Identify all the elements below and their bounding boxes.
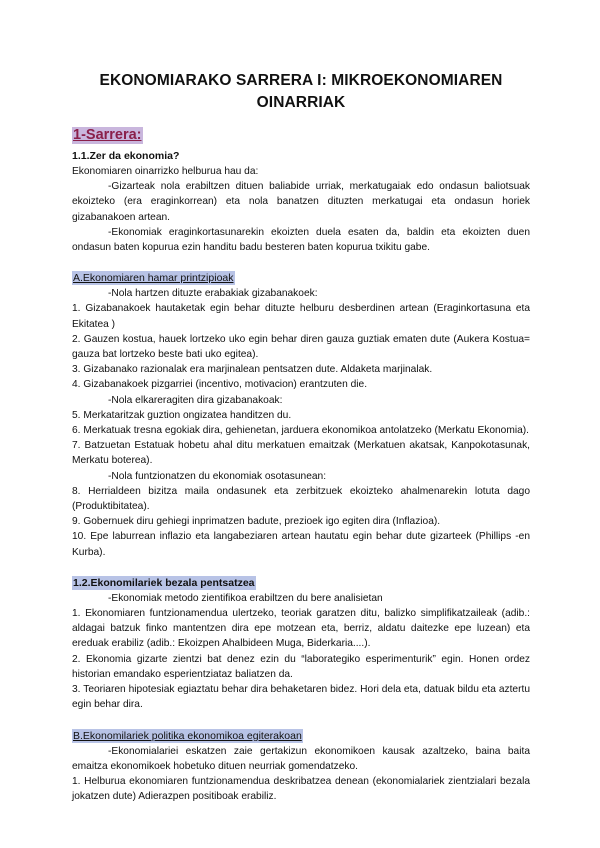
paragraph: -Ekonomialariei eskatzen zaie gertakizun ekonomikoen kausak azaltzeko, baina baita emaitza ekonomikoek hobetuko dituen neurriak gomendatzeko. — [72, 745, 530, 772]
paragraph: -Gizarteak nola erabiltzen dituen baliabide urriak, merkatugaiak edo ondasun baliotsuak ekoizteko (era eraginkorrean) eta nola banatzen dituzten merkatugai eta ondasun horiek gizabanakoen artean. — [72, 181, 530, 223]
intro-text: Ekonomiaren oinarrizko helburua hau da: — [72, 166, 259, 177]
section-heading-sarrera: 1-Sarrera: — [73, 127, 142, 143]
list-item: 5. Merkataritzak guztion ongizatea handitzen du. — [72, 409, 292, 421]
list-item: 9. Gobernuek diru gehiegi inprimatzen badute, prezioek igo egiten dira (Inflazioa). — [72, 516, 441, 528]
paragraph: -Ekonomiak eraginkortasunarekin ekoizten duela esaten da, baldin eta ekoizten duen ondasun baten kopurua ezin handitu badu besteren baten kopurua txikitu gabe. — [72, 226, 530, 254]
list-item: 2. Ekonomia gizarte zientzi bat denez ezin du “laborategiko esperimenturik” egin. Honen ordez historian emandako esperientziataz baliatzen da. — [72, 653, 530, 680]
list-item: 1. Ekonomiaren funtzionamendua ulertzeko, teoriak garatzen ditu, balizko simplifikatzaileak (adib.: aldagai batzuk finko mantentzen dira epe motzean eta, berriz, aldatu daitezke epe luzean) eta ereduak erabiliz (adib.: Ekoizpen Ahalbideen Muga, Biderkaria....). — [72, 608, 530, 650]
question-line: -Nola elkareragiten dira gizabanakoak: — [108, 394, 283, 406]
list-item: 8. Herrialdeen bizitza maila ondasunek eta zerbitzuek ekoizteko ahalmenarekin lotuta dago (Produktibitatea). — [72, 485, 530, 513]
subsection-heading-1-2: 1.2.Ekonomilariek bezala pentsatzea — [73, 576, 255, 589]
list-item: 10. Epe laburrean inflazio eta langabeziaren artean hautatu egin behar dute gizarteek (Phillips -en Kurba). — [72, 531, 530, 558]
question-line: -Nola hartzen dituzte erabakiak gizabanakoek: — [108, 288, 318, 300]
subsection-heading-1-1: 1.1.Zer da ekonomia? — [72, 150, 180, 162]
title-line-2: OINARRIAK — [256, 94, 346, 111]
question-line: -Nola funtzionatzen du ekonomiak osotasunean: — [108, 470, 327, 482]
list-item: 4. Gizabanakoek pizgarriei (incentivo, motivacion) erantzuten die. — [72, 379, 368, 391]
list-item: 7. Batzuetan Estatuak hobetu ahal ditu merkatuen emaitzak (Merkatuen akatsak, Kanpokotasunak, Merkatu boterea). — [72, 440, 530, 467]
list-item: 3. Gizabanako razionalak era marjinalean pentsatzen dute. Aldaketa marjinalak. — [72, 364, 433, 376]
list-item: 3. Teoriaren hipotesiak egiaztatu behar dira behaketaren bidez. Hori dela eta, datuak bildu eta aztertu egin behar dira. — [72, 684, 530, 711]
list-item: 2. Gauzen kostua, hauek lortzeko uko egin behar diren gauza guztiak ematen dute (Aukera Kostua= gauza bat lortzeko beste bati uko egitea). — [72, 333, 530, 361]
list-item: 1. Helburua ekonomiaren funtzionamendua deskribatzea denean (ekonomialariek zientzialari bezala jokatzen dute) Adierazpen positiboak erabiliz. — [72, 775, 530, 803]
document-title — [72, 70, 530, 114]
part-heading-b: B.Ekonomilariek politika ekonomikoa egiterakoan — [73, 729, 302, 742]
list-item: 6. Merkatuak tresna egokiak dira, gehienetan, jarduera ekonomikoa antolatzeko (Merkatu Ekonomia). — [72, 425, 529, 437]
part-heading-a: A.Ekonomiaren hamar printzipioak — [73, 272, 234, 285]
title-line-1: EKONOMIARAKO SARRERA I: MIKROEKONOMIAREN — [99, 72, 503, 89]
list-item: 1. Gizabanakoek hautaketak egin behar dituzte helburu desberdinen artean (Eraginkortasuna eta Ekitatea ) — [72, 303, 530, 330]
question-line: -Ekonomiak metodo zientifikoa erabiltzen du bere analisietan — [108, 592, 383, 604]
